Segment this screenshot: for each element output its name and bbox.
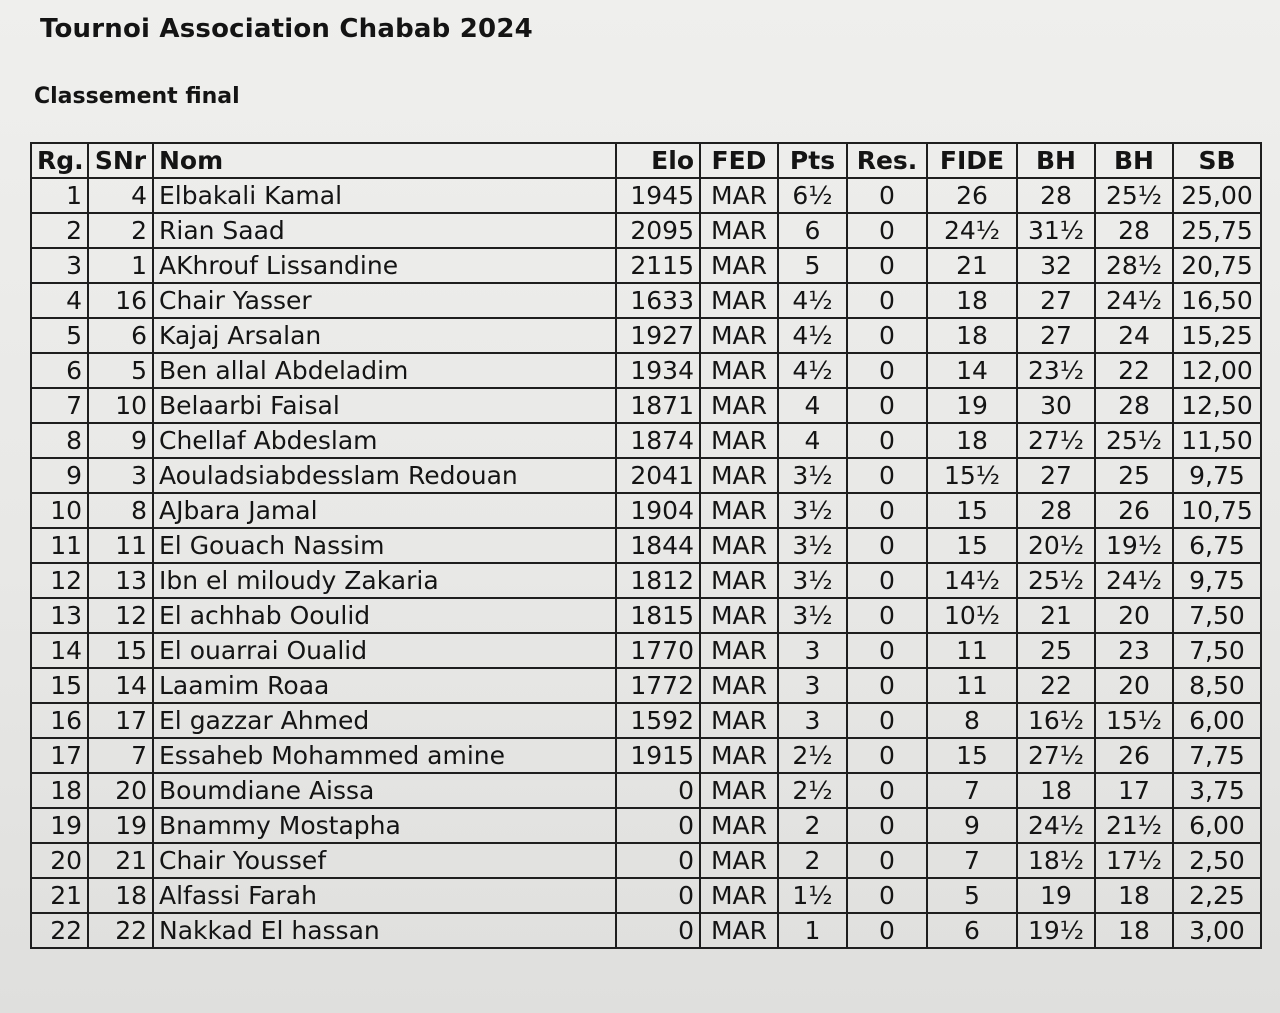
column-header-fed: FED bbox=[700, 143, 778, 178]
cell-pts: 4½ bbox=[778, 283, 847, 318]
cell-fed: MAR bbox=[700, 318, 778, 353]
cell-res: 0 bbox=[847, 248, 927, 283]
cell-bh1: 27 bbox=[1017, 318, 1095, 353]
cell-elo: 1592 bbox=[616, 703, 700, 738]
cell-res: 0 bbox=[847, 703, 927, 738]
cell-pts: 3 bbox=[778, 668, 847, 703]
cell-pts: 4 bbox=[778, 388, 847, 423]
cell-sb: 8,50 bbox=[1173, 668, 1261, 703]
cell-pts: 6½ bbox=[778, 178, 847, 213]
cell-pts: 4½ bbox=[778, 353, 847, 388]
cell-bh1: 19½ bbox=[1017, 913, 1095, 948]
cell-fed: MAR bbox=[700, 808, 778, 843]
cell-bh1: 18½ bbox=[1017, 843, 1095, 878]
cell-pts: 6 bbox=[778, 213, 847, 248]
cell-snr: 10 bbox=[88, 388, 153, 423]
cell-sb: 2,50 bbox=[1173, 843, 1261, 878]
cell-fed: MAR bbox=[700, 493, 778, 528]
document-title: Tournoi Association Chabab 2024 bbox=[40, 14, 533, 44]
cell-elo: 1934 bbox=[616, 353, 700, 388]
cell-fed: MAR bbox=[700, 913, 778, 948]
cell-pts: 1 bbox=[778, 913, 847, 948]
cell-res: 0 bbox=[847, 878, 927, 913]
cell-bh1: 20½ bbox=[1017, 528, 1095, 563]
cell-bh2: 18 bbox=[1095, 913, 1173, 948]
cell-res: 0 bbox=[847, 353, 927, 388]
cell-nom: Laamim Roaa bbox=[153, 668, 616, 703]
cell-fed: MAR bbox=[700, 878, 778, 913]
cell-elo: 2095 bbox=[616, 213, 700, 248]
cell-pts: 2½ bbox=[778, 738, 847, 773]
cell-sb: 25,75 bbox=[1173, 213, 1261, 248]
cell-res: 0 bbox=[847, 213, 927, 248]
cell-bh1: 23½ bbox=[1017, 353, 1095, 388]
cell-res: 0 bbox=[847, 598, 927, 633]
cell-sb: 7,50 bbox=[1173, 598, 1261, 633]
cell-rg: 10 bbox=[31, 493, 88, 528]
cell-bh1: 32 bbox=[1017, 248, 1095, 283]
cell-fide: 24½ bbox=[927, 213, 1017, 248]
cell-nom: Rian Saad bbox=[153, 213, 616, 248]
cell-res: 0 bbox=[847, 633, 927, 668]
cell-nom: Essaheb Mohammed amine bbox=[153, 738, 616, 773]
cell-elo: 1915 bbox=[616, 738, 700, 773]
cell-bh1: 27½ bbox=[1017, 738, 1095, 773]
column-header-sb: SB bbox=[1173, 143, 1261, 178]
cell-rg: 15 bbox=[31, 668, 88, 703]
cell-sb: 10,75 bbox=[1173, 493, 1261, 528]
cell-elo: 0 bbox=[616, 773, 700, 808]
cell-bh2: 20 bbox=[1095, 598, 1173, 633]
cell-bh2: 28 bbox=[1095, 213, 1173, 248]
cell-rg: 20 bbox=[31, 843, 88, 878]
cell-pts: 5 bbox=[778, 248, 847, 283]
cell-elo: 1844 bbox=[616, 528, 700, 563]
cell-fed: MAR bbox=[700, 528, 778, 563]
cell-nom: Chair Yasser bbox=[153, 283, 616, 318]
cell-sb: 6,00 bbox=[1173, 703, 1261, 738]
column-header-nom: Nom bbox=[153, 143, 616, 178]
column-header-fide: FIDE bbox=[927, 143, 1017, 178]
table-row bbox=[31, 563, 1261, 598]
cell-bh1: 22 bbox=[1017, 668, 1095, 703]
cell-fed: MAR bbox=[700, 213, 778, 248]
cell-elo: 0 bbox=[616, 808, 700, 843]
column-header-snr: SNr bbox=[88, 143, 153, 178]
cell-elo: 1874 bbox=[616, 423, 700, 458]
cell-nom: Bnammy Mostapha bbox=[153, 808, 616, 843]
cell-fed: MAR bbox=[700, 598, 778, 633]
cell-res: 0 bbox=[847, 808, 927, 843]
cell-sb: 9,75 bbox=[1173, 563, 1261, 598]
column-header-elo: Elo bbox=[616, 143, 700, 178]
cell-fide: 5 bbox=[927, 878, 1017, 913]
cell-bh1: 25½ bbox=[1017, 563, 1095, 598]
cell-pts: 4 bbox=[778, 423, 847, 458]
cell-fide: 21 bbox=[927, 248, 1017, 283]
cell-snr: 17 bbox=[88, 703, 153, 738]
cell-res: 0 bbox=[847, 318, 927, 353]
cell-bh2: 15½ bbox=[1095, 703, 1173, 738]
cell-pts: 2½ bbox=[778, 773, 847, 808]
table-row bbox=[31, 913, 1261, 948]
cell-bh1: 24½ bbox=[1017, 808, 1095, 843]
column-header-rg: Rg. bbox=[31, 143, 88, 178]
cell-sb: 16,50 bbox=[1173, 283, 1261, 318]
cell-res: 0 bbox=[847, 178, 927, 213]
cell-rg: 8 bbox=[31, 423, 88, 458]
cell-res: 0 bbox=[847, 913, 927, 948]
cell-fed: MAR bbox=[700, 738, 778, 773]
cell-bh1: 28 bbox=[1017, 493, 1095, 528]
cell-sb: 3,00 bbox=[1173, 913, 1261, 948]
cell-sb: 7,75 bbox=[1173, 738, 1261, 773]
cell-snr: 19 bbox=[88, 808, 153, 843]
cell-bh1: 19 bbox=[1017, 878, 1095, 913]
cell-snr: 1 bbox=[88, 248, 153, 283]
cell-res: 0 bbox=[847, 668, 927, 703]
table-row bbox=[31, 528, 1261, 563]
table-row bbox=[31, 773, 1261, 808]
cell-rg: 9 bbox=[31, 458, 88, 493]
cell-res: 0 bbox=[847, 563, 927, 598]
cell-elo: 0 bbox=[616, 843, 700, 878]
cell-sb: 15,25 bbox=[1173, 318, 1261, 353]
cell-nom: Aouladsiabdesslam Redouan bbox=[153, 458, 616, 493]
table-row bbox=[31, 738, 1261, 773]
cell-elo: 1904 bbox=[616, 493, 700, 528]
cell-snr: 16 bbox=[88, 283, 153, 318]
cell-bh2: 25½ bbox=[1095, 423, 1173, 458]
cell-res: 0 bbox=[847, 283, 927, 318]
cell-elo: 2115 bbox=[616, 248, 700, 283]
cell-nom: Nakkad El hassan bbox=[153, 913, 616, 948]
document-subtitle: Classement final bbox=[34, 84, 240, 109]
cell-rg: 5 bbox=[31, 318, 88, 353]
cell-elo: 0 bbox=[616, 913, 700, 948]
cell-fed: MAR bbox=[700, 843, 778, 878]
cell-fed: MAR bbox=[700, 353, 778, 388]
cell-fed: MAR bbox=[700, 773, 778, 808]
cell-bh2: 23 bbox=[1095, 633, 1173, 668]
cell-pts: 3 bbox=[778, 703, 847, 738]
cell-rg: 6 bbox=[31, 353, 88, 388]
cell-rg: 14 bbox=[31, 633, 88, 668]
cell-pts: 2 bbox=[778, 808, 847, 843]
cell-res: 0 bbox=[847, 738, 927, 773]
cell-bh1: 30 bbox=[1017, 388, 1095, 423]
cell-elo: 1633 bbox=[616, 283, 700, 318]
cell-res: 0 bbox=[847, 423, 927, 458]
cell-elo: 1927 bbox=[616, 318, 700, 353]
table-row bbox=[31, 703, 1261, 738]
table-row bbox=[31, 878, 1261, 913]
cell-pts: 3½ bbox=[778, 458, 847, 493]
cell-fide: 11 bbox=[927, 633, 1017, 668]
cell-bh2: 18 bbox=[1095, 878, 1173, 913]
cell-fide: 14½ bbox=[927, 563, 1017, 598]
cell-elo: 2041 bbox=[616, 458, 700, 493]
cell-rg: 18 bbox=[31, 773, 88, 808]
cell-bh1: 21 bbox=[1017, 598, 1095, 633]
cell-res: 0 bbox=[847, 388, 927, 423]
cell-snr: 21 bbox=[88, 843, 153, 878]
cell-sb: 25,00 bbox=[1173, 178, 1261, 213]
cell-bh2: 19½ bbox=[1095, 528, 1173, 563]
cell-fed: MAR bbox=[700, 248, 778, 283]
cell-bh2: 24 bbox=[1095, 318, 1173, 353]
cell-bh2: 24½ bbox=[1095, 283, 1173, 318]
table-body bbox=[31, 178, 1261, 948]
cell-rg: 3 bbox=[31, 248, 88, 283]
cell-fide: 8 bbox=[927, 703, 1017, 738]
cell-fed: MAR bbox=[700, 283, 778, 318]
column-header-pts: Pts bbox=[778, 143, 847, 178]
cell-elo: 1815 bbox=[616, 598, 700, 633]
cell-sb: 6,00 bbox=[1173, 808, 1261, 843]
cell-fide: 15 bbox=[927, 528, 1017, 563]
cell-elo: 0 bbox=[616, 878, 700, 913]
cell-snr: 13 bbox=[88, 563, 153, 598]
cell-nom: AJbara Jamal bbox=[153, 493, 616, 528]
cell-elo: 1871 bbox=[616, 388, 700, 423]
table-row bbox=[31, 248, 1261, 283]
cell-rg: 22 bbox=[31, 913, 88, 948]
cell-bh2: 25½ bbox=[1095, 178, 1173, 213]
cell-fed: MAR bbox=[700, 423, 778, 458]
cell-bh1: 28 bbox=[1017, 178, 1095, 213]
table-row bbox=[31, 633, 1261, 668]
table-row bbox=[31, 178, 1261, 213]
cell-pts: 3½ bbox=[778, 493, 847, 528]
cell-snr: 20 bbox=[88, 773, 153, 808]
cell-snr: 14 bbox=[88, 668, 153, 703]
cell-snr: 18 bbox=[88, 878, 153, 913]
table-row bbox=[31, 843, 1261, 878]
cell-pts: 2 bbox=[778, 843, 847, 878]
cell-nom: Chellaf Abdeslam bbox=[153, 423, 616, 458]
cell-snr: 3 bbox=[88, 458, 153, 493]
cell-pts: 4½ bbox=[778, 318, 847, 353]
cell-fide: 15 bbox=[927, 738, 1017, 773]
cell-fide: 14 bbox=[927, 353, 1017, 388]
cell-bh1: 27 bbox=[1017, 283, 1095, 318]
cell-sb: 9,75 bbox=[1173, 458, 1261, 493]
table-row bbox=[31, 318, 1261, 353]
table-row bbox=[31, 388, 1261, 423]
column-header-res: Res. bbox=[847, 143, 927, 178]
cell-snr: 15 bbox=[88, 633, 153, 668]
cell-bh1: 31½ bbox=[1017, 213, 1095, 248]
cell-sb: 20,75 bbox=[1173, 248, 1261, 283]
cell-nom: El Gouach Nassim bbox=[153, 528, 616, 563]
cell-snr: 8 bbox=[88, 493, 153, 528]
cell-rg: 13 bbox=[31, 598, 88, 633]
table-row bbox=[31, 423, 1261, 458]
table-row bbox=[31, 353, 1261, 388]
cell-elo: 1772 bbox=[616, 668, 700, 703]
table-row bbox=[31, 458, 1261, 493]
header-row bbox=[31, 143, 1261, 178]
cell-fed: MAR bbox=[700, 178, 778, 213]
cell-fide: 26 bbox=[927, 178, 1017, 213]
cell-bh2: 21½ bbox=[1095, 808, 1173, 843]
cell-bh1: 27½ bbox=[1017, 423, 1095, 458]
cell-fide: 10½ bbox=[927, 598, 1017, 633]
cell-nom: El gazzar Ahmed bbox=[153, 703, 616, 738]
table-row bbox=[31, 283, 1261, 318]
cell-sb: 7,50 bbox=[1173, 633, 1261, 668]
table-row bbox=[31, 598, 1261, 633]
cell-res: 0 bbox=[847, 773, 927, 808]
cell-fide: 19 bbox=[927, 388, 1017, 423]
cell-fed: MAR bbox=[700, 458, 778, 493]
cell-snr: 12 bbox=[88, 598, 153, 633]
cell-snr: 6 bbox=[88, 318, 153, 353]
cell-snr: 4 bbox=[88, 178, 153, 213]
cell-sb: 11,50 bbox=[1173, 423, 1261, 458]
cell-fed: MAR bbox=[700, 563, 778, 598]
cell-rg: 17 bbox=[31, 738, 88, 773]
cell-rg: 11 bbox=[31, 528, 88, 563]
cell-snr: 11 bbox=[88, 528, 153, 563]
cell-sb: 12,50 bbox=[1173, 388, 1261, 423]
cell-nom: Ben allal Abdeladim bbox=[153, 353, 616, 388]
cell-snr: 2 bbox=[88, 213, 153, 248]
cell-bh2: 28½ bbox=[1095, 248, 1173, 283]
table-row bbox=[31, 493, 1261, 528]
cell-snr: 9 bbox=[88, 423, 153, 458]
cell-rg: 21 bbox=[31, 878, 88, 913]
cell-sb: 6,75 bbox=[1173, 528, 1261, 563]
cell-fide: 7 bbox=[927, 843, 1017, 878]
cell-fed: MAR bbox=[700, 668, 778, 703]
cell-res: 0 bbox=[847, 493, 927, 528]
cell-fed: MAR bbox=[700, 703, 778, 738]
cell-elo: 1945 bbox=[616, 178, 700, 213]
cell-rg: 19 bbox=[31, 808, 88, 843]
cell-res: 0 bbox=[847, 843, 927, 878]
table-row bbox=[31, 213, 1261, 248]
cell-snr: 5 bbox=[88, 353, 153, 388]
cell-sb: 12,00 bbox=[1173, 353, 1261, 388]
cell-rg: 7 bbox=[31, 388, 88, 423]
table-header bbox=[31, 143, 1261, 178]
cell-pts: 3 bbox=[778, 633, 847, 668]
cell-pts: 1½ bbox=[778, 878, 847, 913]
cell-sb: 3,75 bbox=[1173, 773, 1261, 808]
cell-bh2: 17½ bbox=[1095, 843, 1173, 878]
cell-nom: AKhrouf Lissandine bbox=[153, 248, 616, 283]
cell-bh2: 24½ bbox=[1095, 563, 1173, 598]
cell-pts: 3½ bbox=[778, 528, 847, 563]
cell-bh2: 25 bbox=[1095, 458, 1173, 493]
cell-rg: 16 bbox=[31, 703, 88, 738]
cell-fed: MAR bbox=[700, 633, 778, 668]
standings-table bbox=[30, 142, 1262, 949]
cell-fide: 11 bbox=[927, 668, 1017, 703]
cell-bh2: 26 bbox=[1095, 493, 1173, 528]
cell-fide: 18 bbox=[927, 318, 1017, 353]
cell-nom: Alfassi Farah bbox=[153, 878, 616, 913]
cell-nom: El ouarrai Oualid bbox=[153, 633, 616, 668]
cell-fide: 7 bbox=[927, 773, 1017, 808]
cell-fed: MAR bbox=[700, 388, 778, 423]
cell-nom: Belaarbi Faisal bbox=[153, 388, 616, 423]
column-header-bh2: BH bbox=[1095, 143, 1173, 178]
cell-bh1: 25 bbox=[1017, 633, 1095, 668]
cell-fide: 9 bbox=[927, 808, 1017, 843]
cell-sb: 2,25 bbox=[1173, 878, 1261, 913]
cell-bh1: 16½ bbox=[1017, 703, 1095, 738]
cell-bh1: 27 bbox=[1017, 458, 1095, 493]
cell-fide: 18 bbox=[927, 423, 1017, 458]
cell-bh2: 22 bbox=[1095, 353, 1173, 388]
cell-bh2: 17 bbox=[1095, 773, 1173, 808]
cell-rg: 4 bbox=[31, 283, 88, 318]
cell-rg: 12 bbox=[31, 563, 88, 598]
cell-res: 0 bbox=[847, 458, 927, 493]
cell-nom: Elbakali Kamal bbox=[153, 178, 616, 213]
cell-rg: 2 bbox=[31, 213, 88, 248]
cell-fide: 18 bbox=[927, 283, 1017, 318]
cell-nom: Kajaj Arsalan bbox=[153, 318, 616, 353]
cell-rg: 1 bbox=[31, 178, 88, 213]
cell-bh2: 28 bbox=[1095, 388, 1173, 423]
table-row bbox=[31, 808, 1261, 843]
cell-elo: 1812 bbox=[616, 563, 700, 598]
cell-pts: 3½ bbox=[778, 563, 847, 598]
cell-nom: El achhab Ooulid bbox=[153, 598, 616, 633]
cell-nom: Chair Youssef bbox=[153, 843, 616, 878]
cell-pts: 3½ bbox=[778, 598, 847, 633]
cell-fide: 15 bbox=[927, 493, 1017, 528]
cell-bh1: 18 bbox=[1017, 773, 1095, 808]
cell-fide: 6 bbox=[927, 913, 1017, 948]
cell-nom: Boumdiane Aissa bbox=[153, 773, 616, 808]
cell-res: 0 bbox=[847, 528, 927, 563]
cell-bh2: 20 bbox=[1095, 668, 1173, 703]
cell-fide: 15½ bbox=[927, 458, 1017, 493]
cell-nom: Ibn el miloudy Zakaria bbox=[153, 563, 616, 598]
cell-snr: 7 bbox=[88, 738, 153, 773]
cell-elo: 1770 bbox=[616, 633, 700, 668]
table-row bbox=[31, 668, 1261, 703]
cell-snr: 22 bbox=[88, 913, 153, 948]
column-header-bh1: BH bbox=[1017, 143, 1095, 178]
cell-bh2: 26 bbox=[1095, 738, 1173, 773]
